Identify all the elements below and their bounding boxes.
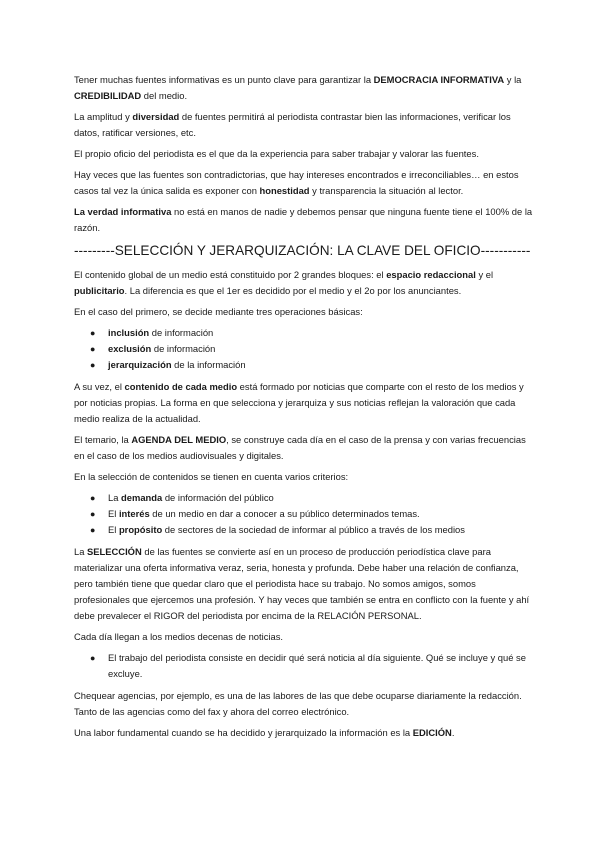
paragraph-criterios: En la selección de contenidos se tienen en cuenta varios criterios: <box>74 471 349 482</box>
paragraph-seleccion: La SELECCIÓN de las fuentes se convierte así en un proceso de producción periodística clave para materializar una oferta informativa veraz, seria, honesta y profunda. Debe haber una relación de confianza, pero también tiene que quedar claro que el periodista hace su trabajo. No somos amigos, somos profesionales que ejercemos una profesión. Y hay veces que también se entra en conflicto con la fuente y ahí debe prevalecer el RIGOR del periodista por encima de la RELACIÓN PERSONAL. <box>74 546 530 621</box>
list-item: ● jerarquización de la información <box>74 357 534 373</box>
list-item: ● El interés de un medio en dar a conocer a su público determinados temas. <box>74 506 534 522</box>
list-item: ● La demanda de información del público <box>74 490 534 506</box>
paragraph-edicion: Una labor fundamental cuando se ha decidido y jerarquizado la información es la EDICIÓN. <box>74 727 455 738</box>
paragraph-agenda: El temario, la AGENDA DEL MEDIO, se construye cada día en el caso de la prensa y con varias frecuencias en el caso de los medios audiovisuales y digitales. <box>74 434 526 461</box>
paragraph-fuentes-informativas: Tener muchas fuentes informativas es un punto clave para garantizar la DEMOCRACIA INFORMATIVA y la CREDIBILIDAD del medio. <box>74 74 522 101</box>
paragraph-contenido-global: El contenido global de un medio está constituido por 2 grandes bloques: el espacio redaccional y el publicitario. La diferencia es que el 1er es decidido por el medio y el 2o por los anunciantes. <box>74 269 494 296</box>
bullet-icon: ● <box>90 360 96 370</box>
list-item: ● El trabajo del periodista consiste en decidir qué será noticia al día siguiente. Qué se incluye y qué se excluye. <box>90 652 526 679</box>
bullet-icon: ● <box>90 509 96 519</box>
list-item: ● inclusión de información <box>74 325 534 341</box>
bullet-icon: ● <box>90 653 96 663</box>
paragraph-verdad-informativa: La verdad informativa no está en manos de nadie y debemos pensar que ninguna fuente tiene el 100% de la razón. <box>74 206 533 233</box>
paragraph-diversidad: La amplitud y diversidad de fuentes permitirá al periodista contrastar bien las informaciones, verificar los datos, ratificar versiones, etc. <box>74 111 511 138</box>
paragraph-cada-dia: Cada día llegan a los medios decenas de noticias. <box>74 631 283 642</box>
operations-list <box>74 325 534 373</box>
paragraph-operaciones: En el caso del primero, se decide mediante tres operaciones básicas: <box>74 306 363 317</box>
section-heading: ---------SELECCIÓN Y JERARQUIZACIÓN: LA CLAVE DEL OFICIO----------- <box>74 243 531 258</box>
bullet-icon: ● <box>90 328 96 338</box>
bullet-icon: ● <box>90 344 96 354</box>
paragraph-contradictorias: Hay veces que las fuentes son contradictorias, que hay intereses encontrados e irreconciliables… en estos casos tal vez la única salida es exponer con honestidad y transparencia la situación al lector. <box>74 169 519 196</box>
list-item: ● El propósito de sectores de la sociedad de informar al público a través de los medios <box>74 522 534 538</box>
bullet-icon: ● <box>90 493 96 503</box>
bullet-icon: ● <box>90 525 96 535</box>
document-body <box>74 72 534 746</box>
criteria-list <box>74 490 534 538</box>
paragraph-agencias: Chequear agencias, por ejemplo, es una de las labores de las que debe ocuparse diariamente la redacción. Tanto de las agencias como del fax y ahora del correo electrónico. <box>74 690 522 717</box>
paragraph-oficio: El propio oficio del periodista es el que da la experiencia para saber trabajar y valorar las fuentes. <box>74 148 479 159</box>
trabajo-list <box>74 650 534 682</box>
list-item: ● exclusión de información <box>74 341 534 357</box>
paragraph-contenido-medio: A su vez, el contenido de cada medio está formado por noticias que comparte con el resto de los medios y por noticias propias. La forma en que selecciona y jerarquiza y sus noticias reflejan la valoración que cada medio realiza de la actualidad. <box>74 381 524 424</box>
